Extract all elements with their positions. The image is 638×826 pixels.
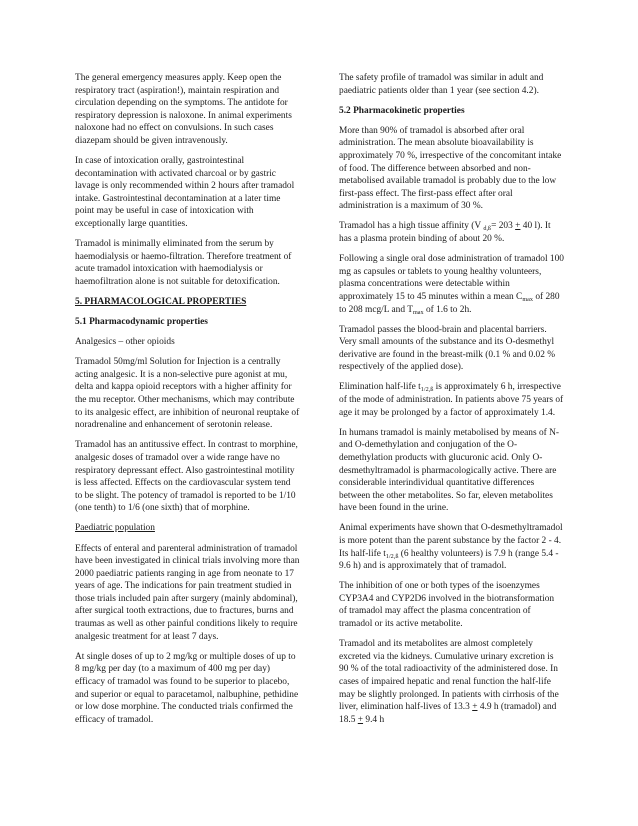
- tissue-affinity-paragraph: [339, 220, 564, 245]
- text-run: Tramadol and its metabolites are almost completely excreted via the kidneys. Cumulative urinary excretion is 90 % of the total radioactivity of the administered dose. In cases of impaired hepatic and renal function the half-life may be slightly prolonged. In patients with cirrhosis of the liver, elimination half-lives of 13.3: [339, 639, 559, 713]
- haemodialysis-paragraph: Tramadol is minimally eliminated from the serum by haemodialysis or haemo-filtration. Therefore treatment of acute tramadol intoxication with haemodialysis or haemofiltration alone is not suitable for detoxification.: [75, 239, 292, 287]
- right-column: [339, 72, 564, 726]
- paediatric-trials-paragraph: Effects of enteral and parenteral administration of tramadol have been investigated in clinical trials involving more than 2000 paediatric patients ranging in age from neonate to 17 years of age. The indications for pain treatment studied in those trials included pain after surgery (mainly abdominal), after surgical tooth extractions, due to fractures, burns and traumas as well as other painful conditions likely to require analgesic treatment for at least 7 days.: [75, 543, 300, 642]
- text-run: 40 l). It has a plasma protein binding of about 20 %.: [339, 221, 551, 245]
- subscript: d,ß: [483, 225, 492, 233]
- antitussive-paragraph: Tramadol has an antitussive effect. In contrast to morphine, analgesic doses of tramadol over a wide range have no respiratory depressant effect. Also gastrointestinal motility is less affected. Effects on the cardiovascular system tend to be slight. The potency of tramadol is reported to be 1/10 (one tenth) to 1/6 (one sixth) that of morphine.: [75, 440, 298, 514]
- text-run: of 280 to 208 mcg/L and T: [339, 291, 560, 315]
- safety-profile-paragraph: The safety profile of tramadol was similar in adult and paediatric patients older than 1 year (see section 4.2).: [339, 73, 544, 96]
- paediatric-heading: Paediatric population: [75, 523, 155, 534]
- decontamination-paragraph: In case of intoxication orally, gastrointestinal decontamination with activated charcoal or by gastric lavage is only recommended within 2 hours after tramadol intake. Gastrointestinal decontamination at a later time point may be useful in case of intoxication with exceptionally large quantities.: [75, 156, 295, 230]
- subscript: max: [412, 308, 424, 316]
- text-run: Following a single oral dose administration of tramadol 100 mg as capsules or tablets to young healthy volunteers, plasma concentrations were detectable within approximately 15 to 45 minutes within a mean C: [339, 254, 564, 302]
- plus-minus-sign: +: [515, 221, 521, 232]
- text-run: of 1.6 to 2h.: [423, 304, 472, 315]
- plus-minus-sign: +: [357, 714, 364, 725]
- section-heading-pharmacological: 5. PHARMACOLOGICAL PROPERTIES: [75, 297, 247, 307]
- text-run: = 203: [491, 221, 516, 232]
- excretion-paragraph: [339, 638, 564, 726]
- subscript: 1/2,ß: [385, 552, 399, 560]
- absorption-paragraph: More than 90% of tramadol is absorbed after oral administration. The mean absolute bioavailability is approximately 70 %, irrespective of the concomitant intake of food. The difference between absorbed and non-metabolised available tramadol is probably due to the low first-pass effect. The first-pass effect after oral administration is a maximum of 30 %.: [339, 125, 562, 212]
- isoenzyme-paragraph: The inhibition of one or both types of the isoenzymes CYP3A4 and CYP2D6 involved in the biotransformation of tramadol may affect the plasma concentration of tramadol or its active metabolite.: [339, 581, 555, 630]
- metabolite-potency-paragraph: [339, 522, 564, 572]
- left-column: [75, 72, 300, 734]
- plus-minus-sign: +: [472, 702, 478, 713]
- mechanism-paragraph: Tramadol 50mg/ml Solution for Injection is a centrally acting analgesic. It is a non-selective pure agonist at mu, delta and kappa opioid receptors with a higher affinity for the mu receptor. Other mechanisms, which may contribute to its analgesic effect, are inhibition of neuronal reuptake of noradrenaline and enhancement of serotonin release.: [75, 357, 300, 431]
- text-run: Elimination half-life t: [339, 382, 421, 393]
- text-run: Tramadol has a high tissue affinity (V: [339, 221, 484, 232]
- subheading-pharmacokinetic: 5.2 Pharmacokinetic properties: [339, 105, 465, 116]
- single-dose-paragraph: [339, 253, 564, 316]
- half-life-paragraph: [339, 381, 564, 419]
- text-run: 9.4 h: [363, 714, 385, 725]
- barriers-paragraph: Tramadol passes the blood-brain and placental barriers. Very small amounts of the substance and its O-desmethyl derivative are found in the breast-milk (0.1 % and 0.02 % respectively of the applied dose).: [339, 324, 556, 373]
- text-run: Animal experiments have shown that O-desmethyltramadol is more potent than the parent substance by the factor 2 - 4. Its half-life t: [339, 523, 563, 559]
- subheading-caption: Analgesics – other opioids: [75, 337, 175, 348]
- subscript: 1/2,ß: [420, 386, 434, 394]
- metabolism-paragraph: In humans tramadol is mainly metabolised by means of N- and O-demethylation and conjugation of the O-demethylation products with glucuronic acid. Only O-desmethyltramadol is pharmacologically active. There are considerable interindividual quantitative differences between the other metabolites. So far, eleven metabolites have been found in the urine.: [339, 427, 560, 514]
- paediatric-efficacy-paragraph: At single doses of up to 2 mg/kg or multiple doses of up to 8 mg/kg per day (to a maximum of 400 mg per day) efficacy of tramadol was found to be superior to placebo, and superior or equal to paracetamol, nalbuphine, pethidine or low dose morphine. The conducted trials confirmed the efficacy of tramadol.: [75, 651, 299, 725]
- text-run: is approximately 6 h, irrespective of the mode of administration. In patients above 75 years of age it may be prolonged by a factor of approximately 1.4.: [339, 382, 564, 418]
- text-run: 4.9 h (tramadol) and 18.5: [339, 702, 557, 725]
- overdose-measures-paragraph: The general emergency measures apply. Keep open the respiratory tract (aspiration!), maintain respiration and circulation depending on the symptoms. The antidote for respiratory depression is naloxone. In animal experiments naloxone had no effect on convulsions. In such cases diazepam should be given intravenously.: [75, 73, 292, 146]
- subscript: max: [522, 295, 533, 303]
- text-run: (6 healthy volunteers) is 7.9 h (range 5.4 - 9.6 h) and is approximately that of tramadol.: [339, 548, 559, 572]
- subheading-pharmacodynamic: 5.1 Pharmacodynamic properties: [75, 317, 208, 328]
